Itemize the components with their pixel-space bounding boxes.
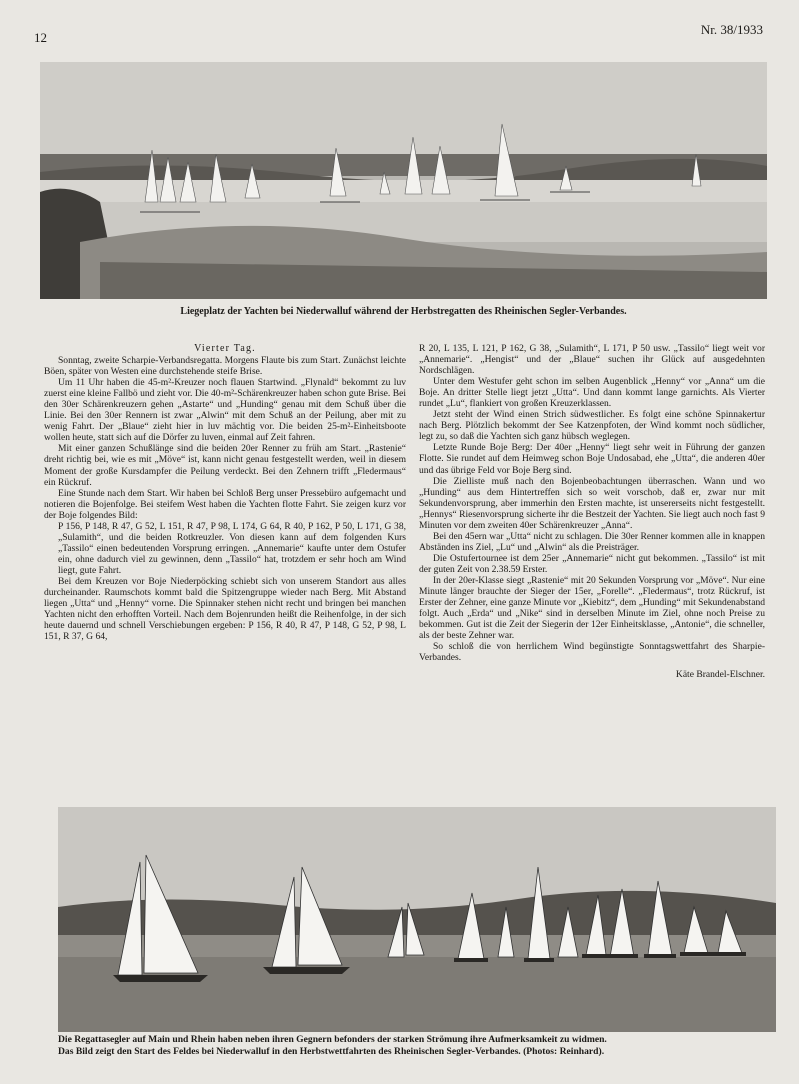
article-paragraph: In der 20er-Klasse siegt „Rastenie“ mit 20 Sekunden Vorsprung vor „Möve“. Nur eine Minute länger brauchte der Sieger der 15er, „Forelle“. „Fledermaus“, trotz Rückruf, ist Erster der Zehner, eine ganze Minute vor „Kiebitz“, dem „Hunding“ mit Sekundenabstand folgt. Auch „Erda“ und „Nike“ sind in derselben Minute im Ziel, ohne noch Preise zu bekommen. Gut ist die Zeit der Siegerin der 12er Einheitsklasse, „Antonie“, die schneller, als der beste Zehner war. bbox=[419, 574, 765, 642]
article-paragraph: Eine Stunde nach dem Start. Wir haben bei Schloß Berg unser Pressebüro aufgemacht und notieren die Bojenfolge. Bei steifem West haben die Yachten flotte Fahrt. Sie zeigen kurz vor der Boje folgendes Bild: bbox=[44, 487, 406, 521]
bottom-caption-line-2: Das Bild zeigt den Start des Feldes bei Niederwalluf in den Herbstwettfahrten des Rheinischen Segler-Verbandes. (Photos: Reinhard). bbox=[58, 1045, 605, 1057]
buoy-order-list: P 156, P 148, R 47, G 52, L 151, R 47, P 98, L 174, G 64, R 40, P 162, P 50, L 171, G 38, „Sulamith“, und die beiden Rotkreuzler. Von diesen kann auf dem folgenden Kurs „Tassilo“ einen bedeutenden Vorsprung erringen. „Annemarie“ kaufte unter dem Ostufer ein, ohne dadurch viel zu gewinnen, denn „Tassilo“ hat, trotzdem er sehr hoch am Wind liegt, gute Fahrt. bbox=[58, 520, 406, 576]
article-paragraph: Bei den 45ern war „Utta“ nicht zu schlagen. Die 30er Renner kommen alle in knappen Abständen ins Ziel, „Lu“ und „Alwin“ als die Preisträger. bbox=[419, 530, 765, 553]
article-paragraph: Die Zielliste muß nach den Bojenbeobachtungen überraschen. Wann und wo „Hunding“ aus dem Hintertreffen sich so weit vorschob, daß er, zwar nur mit Sekundenvorsprung, aber immerhin den Ersten machte, ist unsererseits nicht festgestellt. „Hennys“ Riesenvorsprung sicherte ihr die Bestzeit der Yachten. Sie liegt auch noch fast 9 Minuten vor dem zweiten 40er Schärenkreuzer „Anna“. bbox=[419, 475, 765, 531]
article-paragraph: Unter dem Westufer geht schon im selben Augenblick „Henny“ vor „Anna“ um die Boje. An dritter Stelle liegt jetzt „Utta“. Und dann kommt lange garnichts. Als Vierter rundet „Lu“, flankiert von großen Kreuzerklassen. bbox=[419, 376, 765, 410]
article-paragraph: Letzte Runde Boje Berg: Der 40er „Henny“ liegt sehr weit in Führung der ganzen Flotte. Sie rundet auf dem Heimweg schon Boje Undosabad, ehe „Utta“, die anderen 40er und das übrige Feld vor Boje Berg sind. bbox=[419, 442, 765, 476]
page-number: 12 bbox=[34, 30, 47, 45]
harbor-photo bbox=[40, 62, 767, 299]
harbor-photo-image bbox=[40, 62, 767, 299]
article-paragraph: Bei dem Kreuzen vor Boje Niederpöcking schiebt sich von unserem Standort aus alles durcheinander. Raumschots kommt bald die Spitzengruppe wieder nach Berg. Mit Abstand liegen „Utta“ und „Henny“ vorne. Die Spinnaker stehen nicht recht und bringen bei manchen Yachten nicht den erhofften Vorteil. Nach dem Bojenrunden heißt die Reihenfolge, in der sich heute dauernd und schnell Verschiebungen ergeben: P 156, R 40, R 47, P 148, G 52, P 98, L 151, R 37, G 64, bbox=[44, 575, 406, 643]
article-paragraph: Jetzt steht der Wind einen Strich südwestlicher. Es folgt eine schöne Spinnakertur nach Berg. Plötzlich bekommt der See Katzenpfoten, der Wind kommt noch südlicher, legt zu, so daß die Yachten sich ganz hübsch weglegen. bbox=[419, 409, 765, 443]
regatta-start-photo-image bbox=[58, 807, 776, 1032]
article-paragraph: Sonntag, zweite Scharpie-Verbandsregatta. Morgens Flaute bis zum Start. Zunächst leichte Böen, später von Westen eine durchstehende steife Brise. bbox=[44, 355, 406, 378]
article-paragraph: R 20, L 135, L 121, P 162, G 38, „Sulamith“, L 171, P 50 usw. „Tassilo“ liegt weit vor „Annemarie“. „Hengist“ und der „Blaue“ suchen ihr Glück auf ausgedehnten Nordschlägen. bbox=[419, 343, 765, 377]
article-paragraph: Die Ostufertournee ist dem 25er „Annemarie“ nicht gut bekommen. „Tassilo“ ist mit der guten Zeit von 2.38.59 Erster. bbox=[419, 552, 765, 575]
regatta-start-photo bbox=[58, 807, 776, 1032]
article-paragraph: Um 11 Uhr haben die 45-m²-Kreuzer noch flauen Startwind. „Flynald“ bekommt zu luv zuerst eine kleine Fallbö und zieht vor. Die 40-m²-Schärenkreuzer haben schon gute Brise. Bei den 30er Schärenkreuzern gehen „Astarte“ und „Hunding“ genau mit dem Schuß über die Linie. Bei den 30er Rennern ist zwar „Alwin“ mit dem Schuß an der Peilung, aber mit zu wenig Fahrt. Der „Blaue“ zieht hier in luv mächtig vor. Die beiden 25-m²-Einheitsboote wollen heute, statt sich auf die Dörfer zu luven, einmal auf Zeit fahren. bbox=[44, 377, 406, 444]
article-paragraph: So schloß die von herrlichem Wind begünstigte Sonntagswettfahrt des Sharpie-Verbandes. bbox=[419, 641, 765, 664]
article-column-left bbox=[44, 343, 406, 642]
top-photo-caption: Liegeplatz der Yachten bei Niederwalluf während der Herbstregatten des Rheinischen Segler-Verbandes. bbox=[180, 306, 627, 317]
article-paragraph: Mit einer ganzen Schußlänge sind die beiden 20er Renner zu früh am Start. „Rastenie“ dreht richtig bei, wie es mit „Möve“ ist, kann nicht genau festgestellt werden, weil in diesem Moment der große Kursdampfer die Peilung verdeckt. Bei den Zehnern trifft „Fledermaus“ ein Rückruf. bbox=[44, 443, 406, 488]
author-signature: Käte Brandel-Elschner. bbox=[675, 669, 765, 681]
issue-label: Nr. 38/1933 bbox=[700, 22, 763, 37]
article-column-right bbox=[419, 343, 765, 680]
article-heading: Vierter Tag. bbox=[194, 343, 256, 354]
bottom-photo-caption bbox=[58, 1034, 776, 1058]
bottom-caption-line-1: Die Regattasegler auf Main und Rhein haben neben ihren Gegnern befonders der starken Strömung ihre Aufmerksamkeit zu widmen. bbox=[58, 1034, 607, 1045]
